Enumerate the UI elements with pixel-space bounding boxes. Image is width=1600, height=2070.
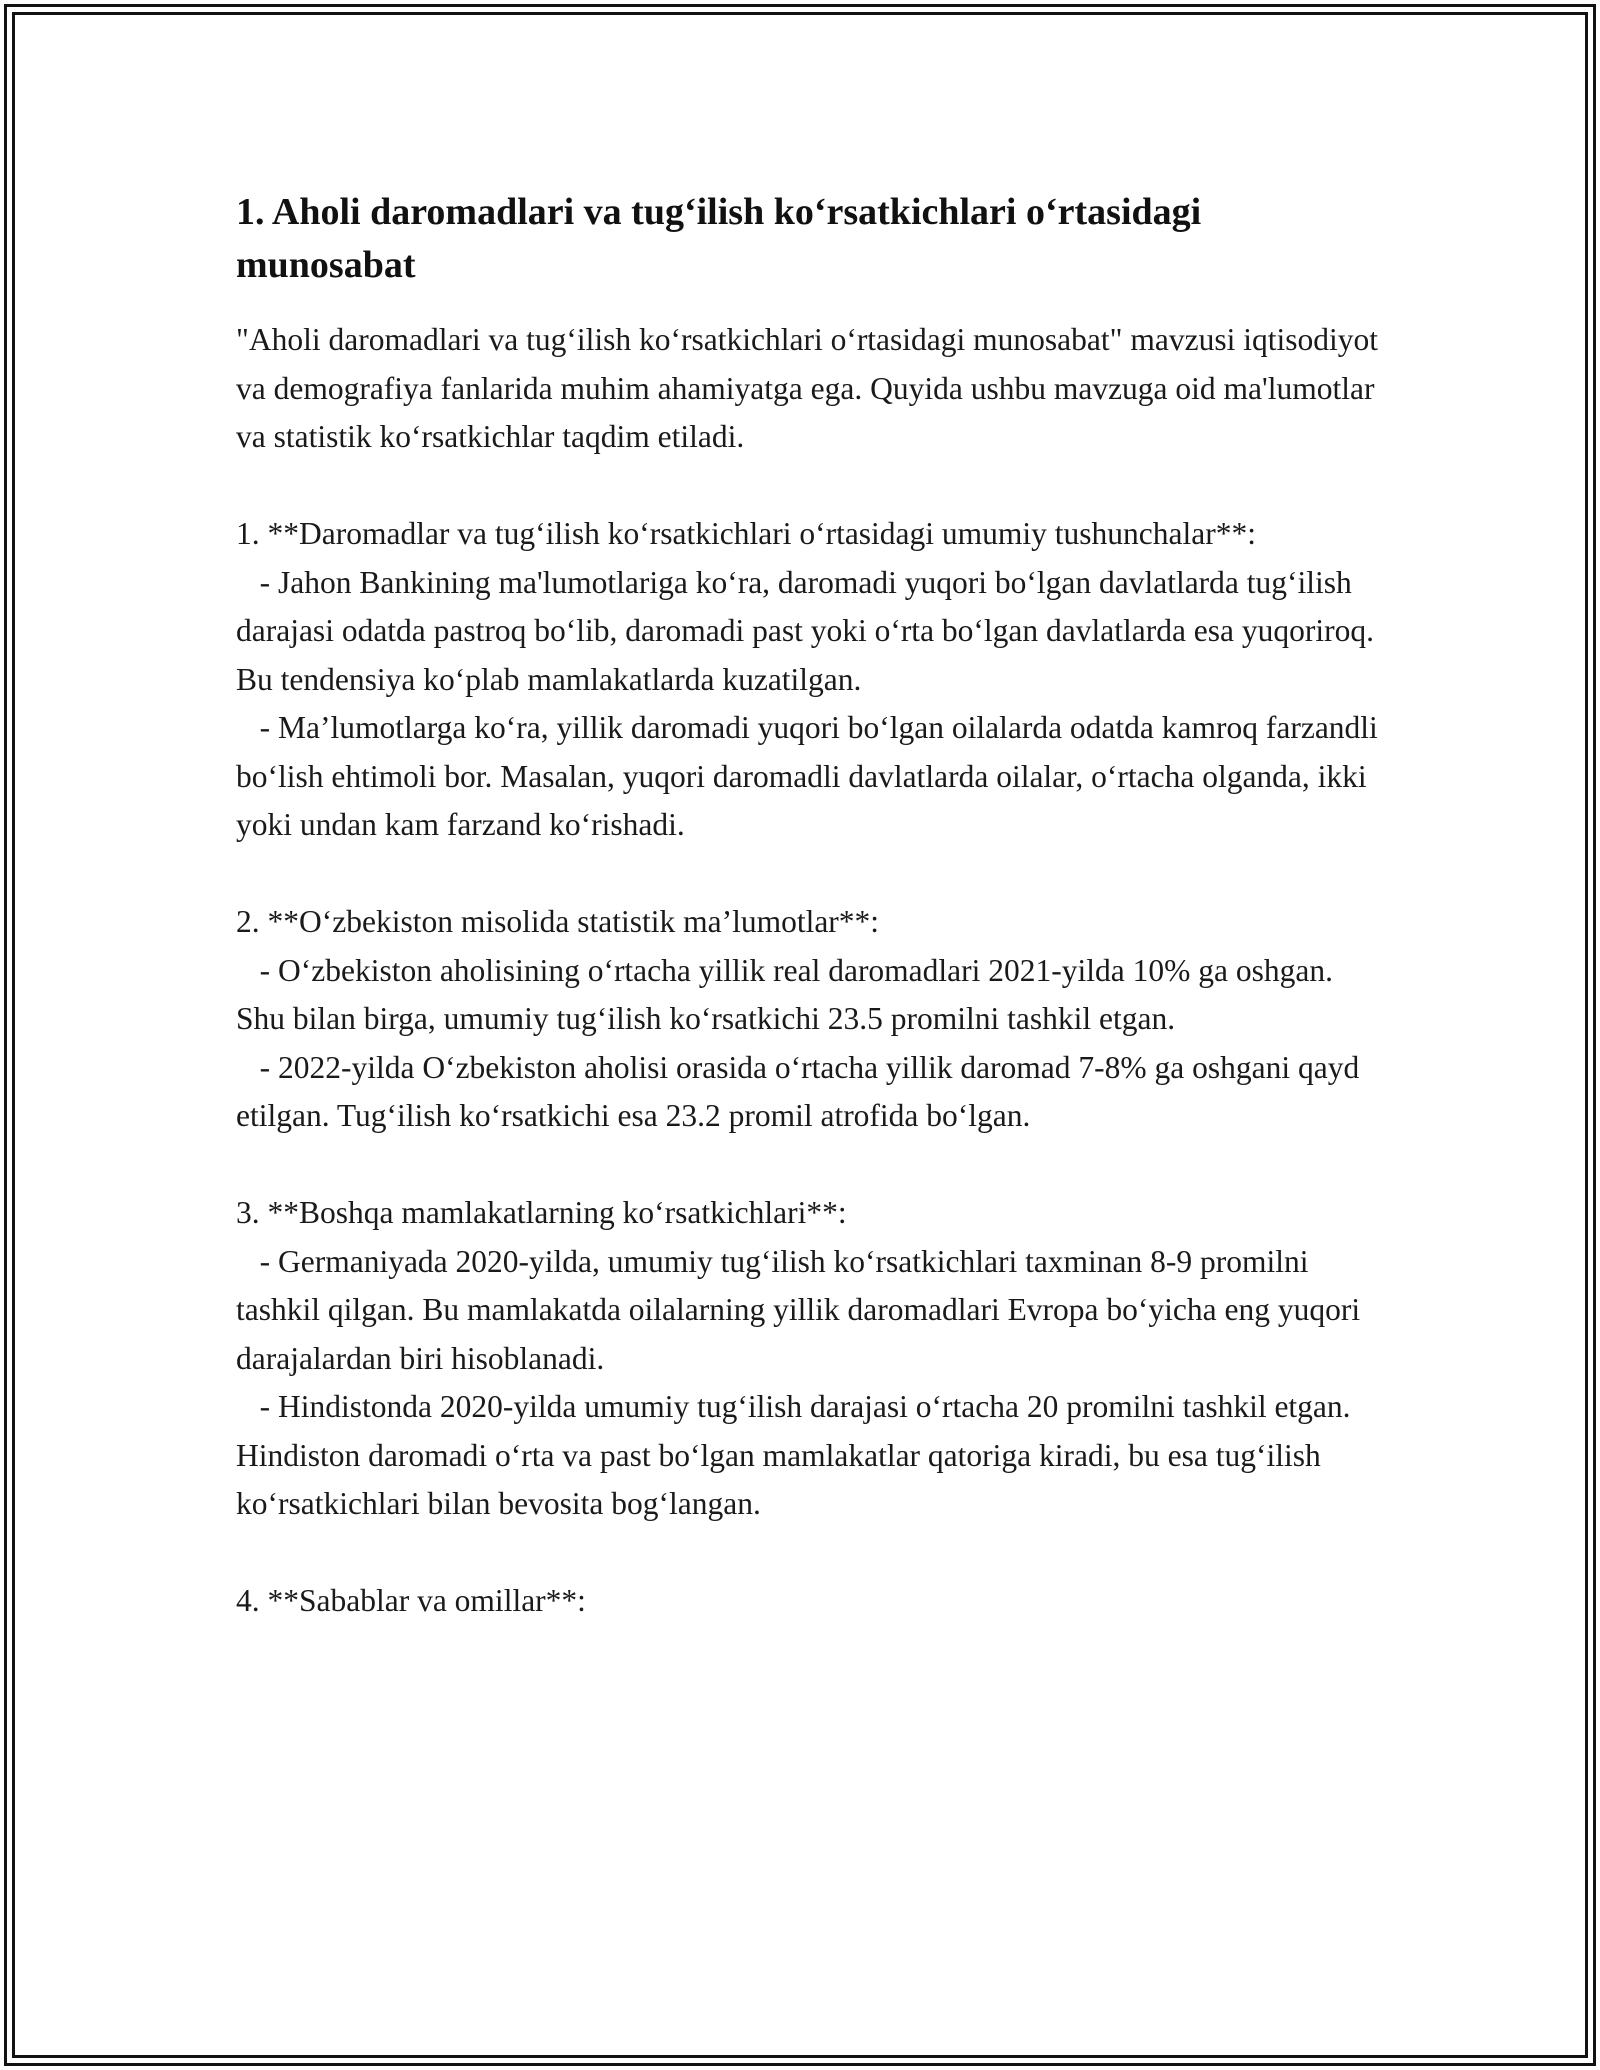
section-2 (236, 898, 1386, 1141)
paragraph-gap (236, 1529, 1386, 1578)
paragraph-gap (236, 462, 1386, 511)
section-heading: 4. **Sabablar va omillar**: (236, 1583, 586, 1618)
section-heading: 2. **O‘zbekiston misolida statistik ma’lumotlar**: (236, 904, 880, 939)
section-bullet (236, 1383, 1386, 1529)
section-bullet (236, 559, 1386, 705)
bullet-text: - Hindistonda 2020-yilda umumiy tug‘ilish darajasi o‘rtacha 20 promilni tashkil etgan. Hindiston daromadi o‘rta va past bo‘lgan mamlakatlar qatoriga kiradi, bu esa tug‘ilish ko‘rsatkichlari bilan bevosita bog‘langan. (236, 1389, 1351, 1521)
section-1 (236, 510, 1386, 850)
paragraph-gap (236, 1141, 1386, 1190)
section-bullet (236, 1238, 1386, 1384)
bullet-text: - Ma’lumotlarga ko‘ra, yillik daromadi yuqori bo‘lgan oilalarda odatda kamroq farzandli bo‘lish ehtimoli bor. Masalan, yuqori daromadli davlatlarda oilalar, o‘rtacha olganda, ikki yoki undan kam farzand ko‘rishadi. (236, 710, 1378, 842)
section-bullet (236, 1044, 1386, 1141)
section-heading: 3. **Boshqa mamlakatlarning ko‘rsatkichlari**: (236, 1195, 847, 1230)
section-bullet (236, 704, 1386, 850)
document-body (236, 186, 1386, 1626)
section-heading: 1. **Daromadlar va tug‘ilish ko‘rsatkichlari o‘rtasidagi umumiy tushunchalar**: (236, 516, 1256, 551)
document-title: 1. Aholi daromadlari va tug‘ilish ko‘rsatkichlari o‘rtasidagi munosabat (236, 191, 1202, 286)
bullet-text: - O‘zbekiston aholisining o‘rtacha yillik real daromadlari 2021-yilda 10% ga oshgan. Shu bilan birga, umumiy tug‘ilish ko‘rsatkichi 23.5 promilni tashkil etgan. (236, 952, 1333, 1036)
bullet-text: - 2022-yilda O‘zbekiston aholisi orasida o‘rtacha yillik daromad 7-8% ga oshgani qayd etilgan. Tug‘ilish ko‘rsatkichi esa 23.2 promil atrofida bo‘lgan. (236, 1049, 1360, 1133)
intro-paragraph: "Aholi daromadlari va tug‘ilish ko‘rsatkichlari o‘rtasidagi munosabat" mavzusi iqtisodiyot va demografiya fanlarida muhim ahamiyatga ega. Quyida ushbu mavzuga oid ma'lumotlar va statistik ko‘rsatkichlar taqdim etiladi. (236, 322, 1378, 454)
bullet-text: - Jahon Bankining ma'lumotlariga ko‘ra, daromadi yuqori bo‘lgan davlatlarda tug‘ilish darajasi odatda pastroq bo‘lib, daromadi past yoki o‘rta bo‘lgan davlatlarda esa yuqoriroq. Bu tendensiya ko‘plab mamlakatlarda kuzatilgan. (236, 564, 1375, 697)
section-bullet (236, 947, 1386, 1044)
section-3 (236, 1189, 1386, 1529)
paragraph-gap (236, 850, 1386, 899)
bullet-text: - Germaniyada 2020-yilda, umumiy tug‘ilish ko‘rsatkichlari taxminan 8-9 promilni tashkil qilgan. Bu mamlakatda oilalarning yillik daromadlari Evropa bo‘yicha eng yuqori darajalardan biri hisoblanadi. (236, 1243, 1361, 1376)
section-4 (236, 1577, 1386, 1626)
